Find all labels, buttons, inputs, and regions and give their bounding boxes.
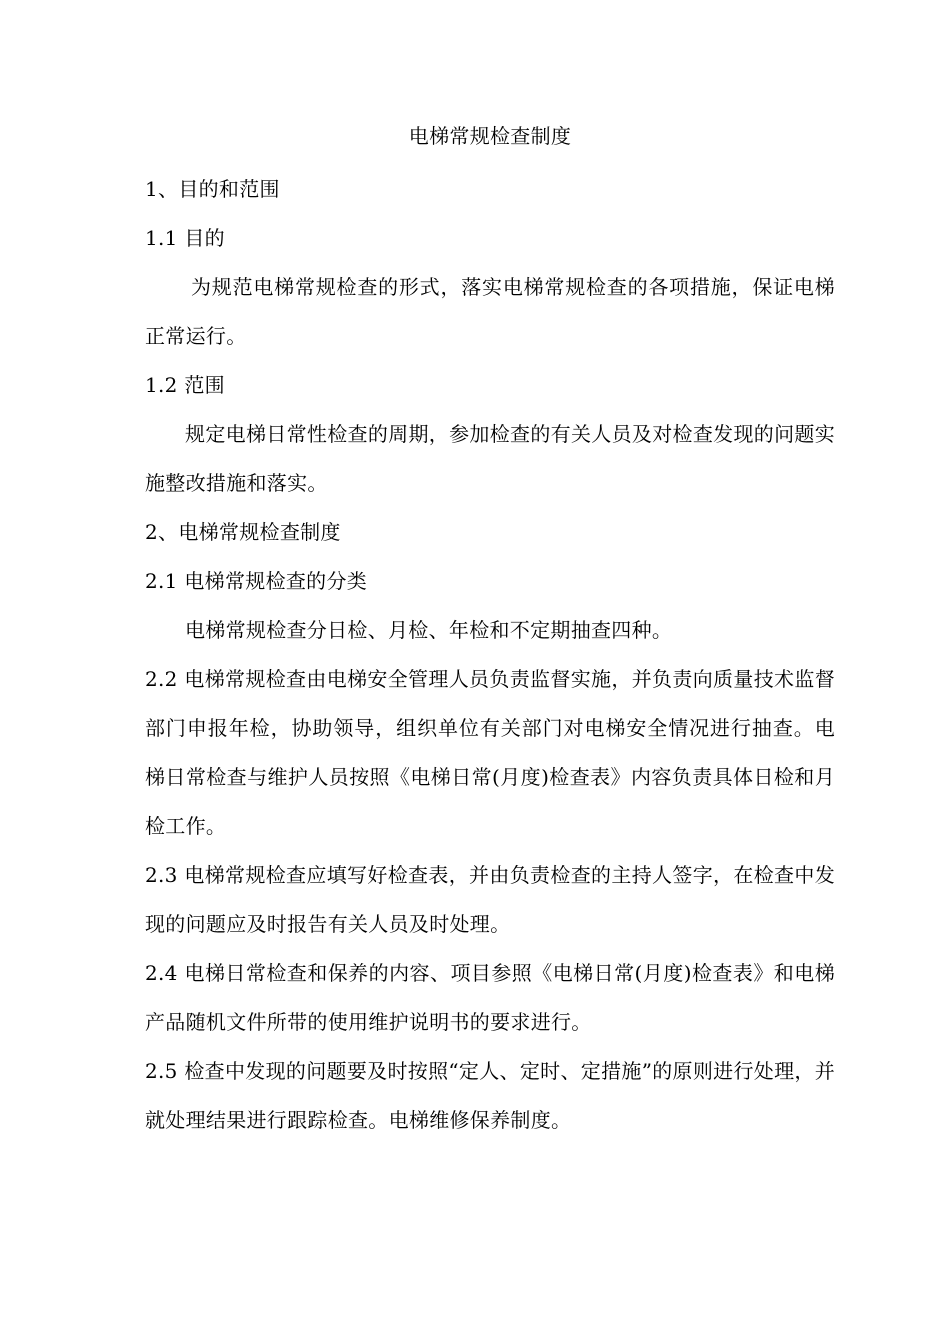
- section-heading-2: 2、电梯常规检查制度: [145, 520, 341, 544]
- subsection-heading-2-1: 2.1 电梯常规检查的分类: [145, 569, 368, 593]
- subsection-heading-1-1: 1.1 目的: [145, 226, 225, 250]
- document-title: 电梯常规检查制度: [408, 124, 572, 148]
- paragraph-2-3: 2.3 电梯常规检查应填写好检查表，并由负责检查的主持人签字，在检查中发现的问题应及时报告有关人员及时处理。: [145, 863, 835, 936]
- document-body: [145, 116, 835, 1145]
- paragraph-purpose: 为规范电梯常规检查的形式，落实电梯常规检查的各项措施，保证电梯正常运行。: [145, 275, 835, 348]
- subsection-heading-1-2: 1.2 范围: [145, 373, 225, 397]
- section-heading-1: 1、目的和范围: [145, 177, 280, 201]
- paragraph-2-4: 2.4 电梯日常检查和保养的内容、项目参照《电梯日常(月度)检查表》和电梯产品随机文件所带的使用维护说明书的要求进行。: [145, 961, 835, 1034]
- paragraph-scope: 规定电梯日常性检查的周期，参加检查的有关人员及对检查发现的问题实施整改措施和落实。: [145, 422, 835, 495]
- paragraph-2-5: 2.5 检查中发现的问题要及时按照“定人、定时、定措施”的原则进行处理，并就处理结果进行跟踪检查。电梯维修保养制度。: [145, 1059, 835, 1132]
- paragraph-2-2: 2.2 电梯常规检查由电梯安全管理人员负责监督实施，并负责向质量技术监督部门申报年检，协助领导，组织单位有关部门对电梯安全情况进行抽查。电梯日常检查与维护人员按照《电梯日常(月度)检查表》内容负责具体日检和月检工作。: [145, 667, 835, 838]
- paragraph-classification: 电梯常规检查分日检、月检、年检和不定期抽查四种。: [185, 618, 673, 642]
